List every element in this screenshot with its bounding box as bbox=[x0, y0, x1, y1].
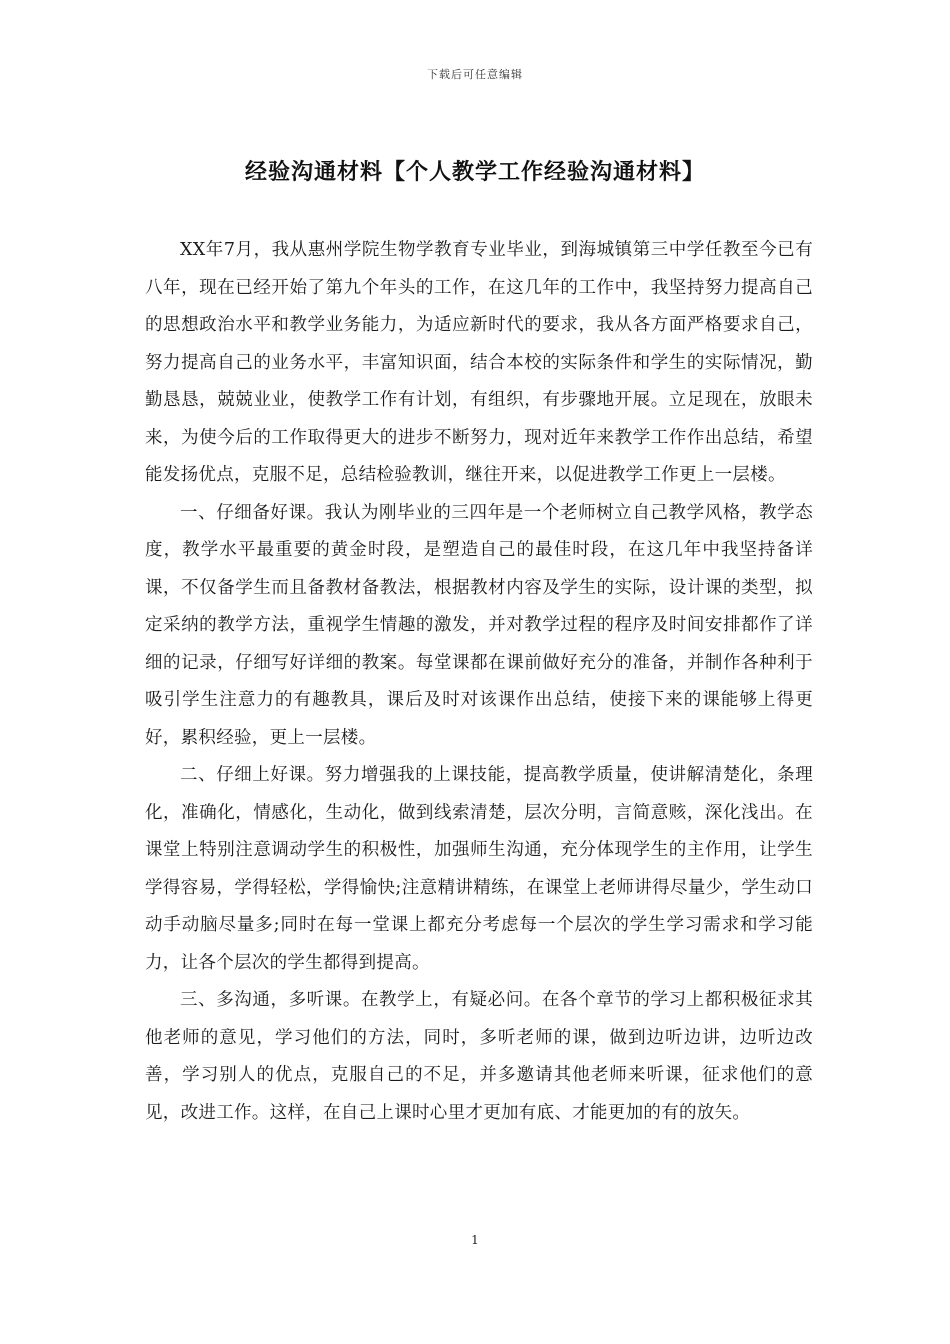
paragraph-section-2: 二、仔细上好课。努力增强我的上课技能，提高教学质量，使讲解清楚化，条理化，准确化，情感化，生动化，做到线索清楚，层次分明，言简意赅，深化浅出。在课堂上特别注意调动学生的积极性，加强师生沟通，充分体现学生的主作用，让学生学得容易，学得轻松，学得愉快;注意精讲精练，在课堂上老师讲得尽量少，学生动口动手动脑尽量多;同时在每一堂课上都充分考虑每一个层次的学生学习需求和学习能力，让各个层次的学生都得到提高。 bbox=[145, 765, 813, 973]
paragraph-intro: XX年7月，我从惠州学院生物学教育专业毕业，到海城镇第三中学任教至今已有八年，现在已经开始了第九个年头的工作，在这几年的工作中，我坚持努力提高自己的思想政治水平和教学业务能力，为适应新时代的要求，我从各方面严格要求自己，努力提高自己的业务水平，丰富知识面，结合本校的实际条件和学生的实际情况，勤勤恳恳，兢兢业业，使教学工作有计划，有组织，有步骤地开展。立足现在，放眼未来，为使今后的工作取得更大的进步不断努力，现对近年来教学工作作出总结，希望能发扬优点，克服不足，总结检验教训，继往开来，以促进教学工作更上一层楼。 bbox=[145, 240, 813, 485]
document-title: 经验沟通材料【个人教学工作经验沟通材料】 bbox=[244, 159, 705, 185]
header-note: 下载后可任意编辑 bbox=[427, 68, 523, 81]
paragraph-section-3: 三、多沟通，多听课。在教学上，有疑必问。在各个章节的学习上都积极征求其他老师的意见，学习他们的方法，同时，多听老师的课，做到边听边讲，边听边改善，学习别人的优点，克服自己的不足，并多邀请其他老师来听课，征求他们的意见，改进工作。这样，在自己上课时心里才更加有底、才能更加的有的放矢。 bbox=[145, 990, 813, 1123]
paragraph-section-1: 一、仔细备好课。我认为刚毕业的三四年是一个老师树立自己教学风格，教学态度，教学水平最重要的黄金时段，是塑造自己的最佳时段，在这几年中我坚持备详课，不仅备学生而且备教材备教法，根据教材内容及学生的实际，设计课的类型，拟定采纳的教学方法，重视学生情趣的激发，并对教学过程的程序及时间安排都作了详细的记录，仔细写好详细的教案。每堂课都在课前做好充分的准备，并制作各种利于吸引学生注意力的有趣教具，课后及时对该课作出总结，使接下来的课能够上得更好，累积经验，更上一层楼。 bbox=[145, 502, 813, 748]
document-body bbox=[145, 232, 813, 1132]
page-number: 1 bbox=[471, 1233, 479, 1247]
